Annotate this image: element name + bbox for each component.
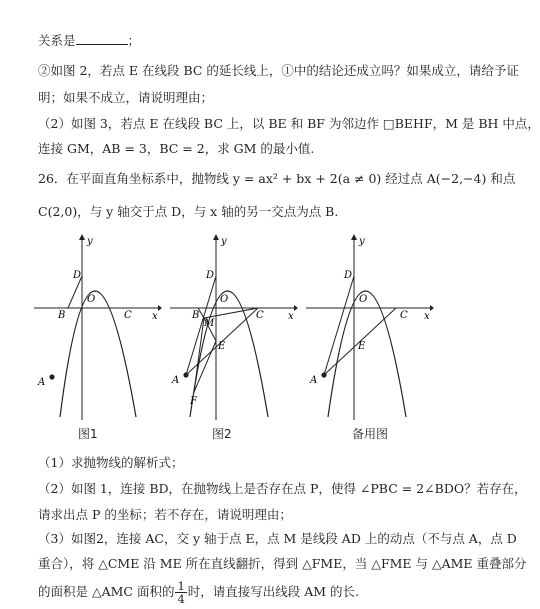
fraction-numerator: 1 xyxy=(177,579,185,593)
fig1-point-d: D xyxy=(73,270,82,281)
line-sub-q1: （1）求抛物线的解析式； xyxy=(38,455,184,470)
fig2-point-c: C xyxy=(256,310,264,321)
line-q-2-cont: 连接 GM，AB = 3，BC = 2，求 GM 的最小值. xyxy=(38,141,315,156)
fig3-point-e: E xyxy=(358,341,366,352)
fig3-origin-label: O xyxy=(359,294,368,305)
line-problem-26: 26．在平面直角坐标系中，抛物线 y = ax² + bx + 2(a ≠ 0) 经过点 A(−2,−4) 和点 xyxy=(38,171,516,186)
fraction-denominator: 4 xyxy=(177,592,185,606)
text-area-ratio-prefix: 的面积是 △AMC 面积的 xyxy=(38,584,175,599)
figure-1 xyxy=(32,232,162,422)
figure-3 xyxy=(304,232,434,422)
fig2-x-label: x xyxy=(288,311,294,322)
fraction-one-quarter xyxy=(175,580,186,605)
fig1-caption: 图1 xyxy=(78,427,98,441)
figure-2 xyxy=(168,232,298,422)
line-sub-q3-cont: 重合），将 △CME 沿 ME 所在直线翻折，得到 △FME，当 △FME 与 △AME 重叠部分 xyxy=(38,556,527,571)
line-sub-q2-cont: 请求出点 P 的坐标；若不存在，请说明理由； xyxy=(38,507,292,522)
fig1-y-label: y xyxy=(87,236,93,247)
line-problem-26-cont: C(2,0)，与 y 轴交于点 D，与 x 轴的另一交点为点 B. xyxy=(38,204,339,219)
answer-blank xyxy=(76,33,128,45)
line-q-2: （2）如图 3，若点 E 在线段 BC 上，以 BE 和 BF 为邻边作 □BEHF，M 是 BH 中点， xyxy=(38,116,540,131)
line-q-part2: ②如图 2，若点 E 在线段 BC 的延长线上，①中的结论还成立吗？如果成立，请给予证 xyxy=(38,63,519,78)
fig3-point-d: D xyxy=(344,270,353,281)
text-relation: 关系是 xyxy=(38,33,76,48)
fig3-point-a: A xyxy=(310,375,318,386)
text-semicolon: ； xyxy=(127,33,141,48)
fig1-origin-label: O xyxy=(87,294,96,305)
fig2-origin-label: O xyxy=(220,294,229,305)
fig2-caption: 图2 xyxy=(212,427,232,441)
fig2-y-label: y xyxy=(221,236,227,247)
line-sub-q2: （2）如图 1，连接 BD，在抛物线上是否存在点 P，使得 ∠PBC = 2∠BDO？若存在， xyxy=(38,481,527,496)
fig3-y-label: y xyxy=(359,236,365,247)
line-sub-q3-end xyxy=(38,580,359,605)
fig3-x-label: x xyxy=(424,311,430,322)
line-q-part2-cont: 明；如果不成立，请说明理由； xyxy=(38,90,214,105)
fig1-point-b: B xyxy=(58,310,66,321)
line-relation xyxy=(38,33,140,49)
text-area-ratio-suffix: 时，请直接写出线段 AM 的长. xyxy=(187,584,360,599)
fig2-point-e: E xyxy=(218,341,226,352)
fig1-point-a: A xyxy=(38,377,46,388)
line-sub-q3: （3）如图2，连接 AC，交 y 轴于点 E，点 M 是线段 AD 上的动点（不与点 A，点 D xyxy=(38,531,517,546)
fig2-point-a: A xyxy=(172,375,180,386)
fig2-point-m: M xyxy=(204,318,215,329)
fig3-point-c: C xyxy=(400,310,408,321)
fig1-x-label: x xyxy=(152,311,158,322)
fig3-caption: 备用图 xyxy=(352,427,389,441)
fig2-point-f: F xyxy=(190,396,197,407)
fig2-point-b: B xyxy=(192,310,200,321)
fig1-point-c: C xyxy=(124,310,132,321)
fig2-point-d: D xyxy=(206,270,215,281)
